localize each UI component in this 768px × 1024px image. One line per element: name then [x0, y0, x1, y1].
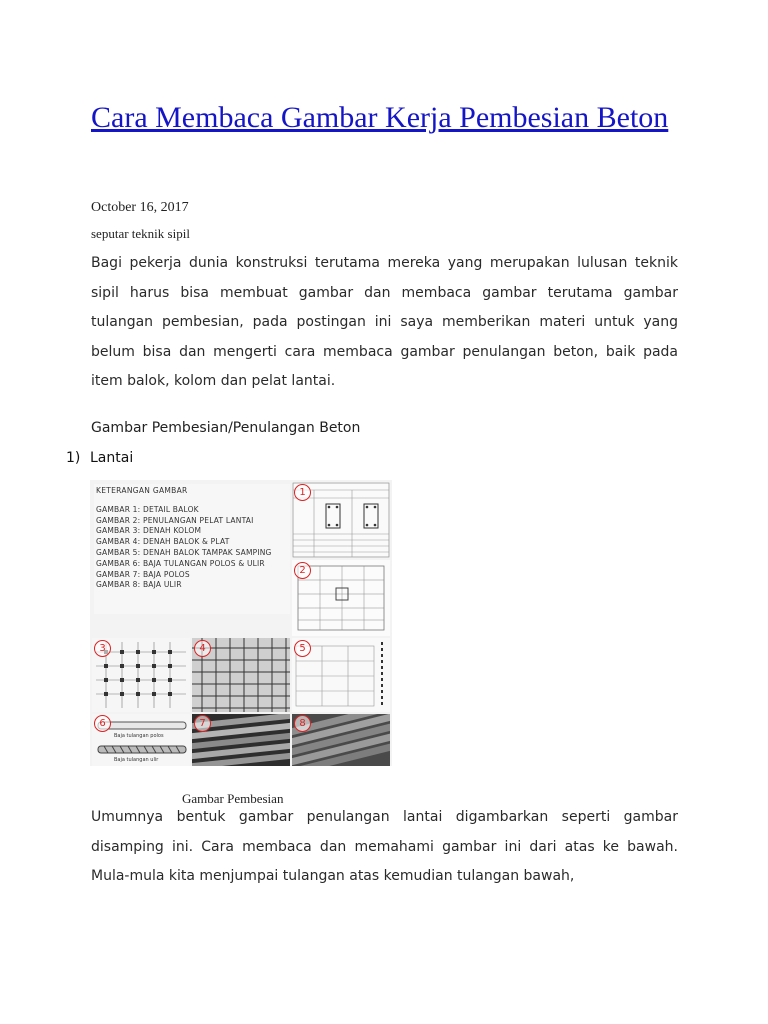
ribbed-bar-label: Baja tulangan ulir: [114, 757, 159, 763]
panel-ribbed-steel-photo: [292, 714, 390, 766]
panel-number-marker: 5: [294, 640, 311, 657]
list-item-lantai: [66, 450, 133, 466]
section-subheading: Gambar Pembesian/Penulangan Beton: [91, 420, 361, 436]
plain-bar-label: Baja tulangan polos: [114, 733, 164, 739]
reinforcement-figure: [90, 480, 392, 766]
intro-paragraph: Bagi pekerja dunia konstruksi terutama mereka yang merupakan lulusan teknik sipil harus bisa membuat gambar dan membaca gambar terutama gambar tulangan pembesian, pada postingan ini saya memberikan materi untuk yang belum bisa dan mengerti cara membaca gambar penulangan beton, baik pada item balok, kolom dan pelat lantai.: [91, 255, 678, 389]
article-title-link[interactable]: Cara Membaca Gambar Kerja Pembesian Beton: [91, 101, 669, 134]
post-label[interactable]: seputar teknik sipil: [91, 226, 190, 241]
panel-beam-slab-plan: [192, 638, 290, 712]
post-date: October 16, 2017: [91, 200, 189, 215]
panel-beam-side-view: [292, 638, 390, 712]
panel-number-marker: 4: [194, 640, 211, 657]
panel-number-marker: 8: [294, 715, 311, 732]
panel-slab-reinforcement: [292, 560, 390, 636]
legend-item: GAMBAR 8: BAJA ULIR: [96, 580, 182, 590]
list-item-label: Lantai: [90, 450, 134, 466]
figure-caption: Gambar Pembesian: [182, 791, 284, 806]
legend-item: GAMBAR 4: DENAH BALOK & PLAT: [96, 537, 230, 547]
legend-item: GAMBAR 5: DENAH BALOK TAMPAK SAMPING: [96, 547, 272, 557]
body-paragraph: Umumnya bentuk gambar penulangan lantai digambarkan seperti gambar disamping ini. Cara membaca dan memahami gambar ini dari atas ke bawah. Mula-mula kita menjumpai tulangan atas kemudian tulangan bawah,: [91, 809, 678, 884]
figure-legend: [94, 484, 290, 614]
panel-column-plan: [92, 638, 190, 712]
legend-item: GAMBAR 1: DETAIL BALOK: [96, 504, 199, 514]
panel-number-marker: 2: [294, 562, 311, 579]
panel-number-marker: 6: [94, 715, 111, 732]
panel-number-marker: 7: [194, 715, 211, 732]
panel-plain-steel-photo: [192, 714, 290, 766]
legend-title: KETERANGAN GAMBAR: [96, 486, 188, 495]
legend-item: GAMBAR 2: PENULANGAN PELAT LANTAI: [96, 515, 254, 525]
legend-item: GAMBAR 7: BAJA POLOS: [96, 569, 190, 579]
panel-beam-detail: [292, 482, 390, 558]
legend-item: GAMBAR 6: BAJA TULANGAN POLOS & ULIR: [96, 558, 265, 568]
panel-number-marker: 3: [94, 640, 111, 657]
panel-number-marker: 1: [294, 484, 311, 501]
legend-item: GAMBAR 3: DENAH KOLOM: [96, 526, 202, 536]
panel-steel-bars: [92, 714, 190, 766]
list-number: 1): [66, 450, 81, 466]
